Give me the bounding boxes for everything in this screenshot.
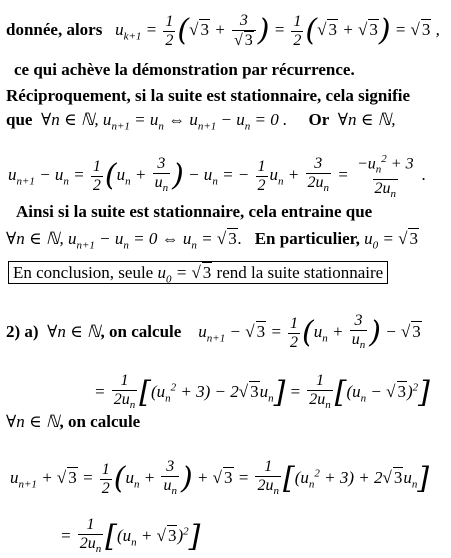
line-part2-c <box>6 412 140 432</box>
text: , on calcule <box>59 412 141 431</box>
line-7 <box>6 228 419 255</box>
math: $u_{n+1}$ − √ 3 = $\frac{1}{2}$ ($u_n$ + $\frac{3}{u_n}$ ) − √ 3 <box>198 322 422 341</box>
math: ∀n ∈ ℕ <box>47 322 101 341</box>
line-3: Réciproquement, si la suite est stationnaire, cela signifie <box>6 86 411 105</box>
text: En particulier, <box>254 229 360 248</box>
line-1 <box>6 12 440 50</box>
text: En conclusion, seule <box>13 263 154 282</box>
line-part2-d <box>10 458 429 500</box>
text: rend la suite stationnaire <box>216 263 384 282</box>
text: Or <box>308 110 330 129</box>
line-5 <box>8 150 426 203</box>
label: 2) a) <box>6 322 39 341</box>
math: ∀n ∈ ℕ, $u_{n+1} = u_n$ ⇔ $u_{n+1} - u_n = 0$ . <box>40 110 288 133</box>
line-4 <box>6 110 396 136</box>
conclusion-box <box>8 262 388 289</box>
line-2: ce qui achève la démonstration par récurrence. <box>14 60 355 79</box>
math: ∀n ∈ ℕ, $u_{n+1} - u_n = 0$ ⇔ $u_n$ = √ 3. <box>6 229 242 252</box>
math: $u_0$ = √ 3 <box>157 263 212 286</box>
math: $u_{n+1}$ + √ 3 = $\frac{1}{2}$ ($u_n$ + $\frac{3}{u_n}$ ) + √ 3 = $\frac{1}{2u_n}$ [$(u_n^2 + 3) + 2√$ $3u_n$] <box>10 468 429 487</box>
line-part2-a <box>6 312 422 354</box>
text: donnée, alors <box>6 19 103 39</box>
math: $u_{k+1}$ = $\frac{1}{2}$ (√ 3 + $\frac{3}{√ 3}$ ) = $\frac{1}{2}$ (√ 3 + √ 3) = √ 3 , <box>115 12 440 49</box>
math: $u_{n+1} - u_n$ = $\frac{1}{2}$ ($u_n$ + $\frac{3}{u_n}$ ) − $u_n$ = − $\frac{1}{2}$ $u_n$ + $\frac{3}{2u_n}$ = $\frac{-u_n^2 + 3}{2u_n}$ . <box>8 165 426 184</box>
text: , on calcule <box>100 322 182 341</box>
math: ∀n ∈ ℕ <box>6 412 60 431</box>
math: = $\frac{1}{2u_n}$ [($u_n$ + √ 3)$^2$] <box>60 526 200 545</box>
math: ∀n ∈ ℕ, <box>337 110 396 129</box>
line-6: Ainsi si la suite est stationnaire, cela entraine que <box>16 202 373 221</box>
line-part2-e <box>60 516 200 558</box>
line-part2-b <box>94 372 430 414</box>
text: que <box>6 110 33 129</box>
math: = $\frac{1}{2u_n}$ [$(u_n^2 + 3) - 2√$ $3u_n$] = $\frac{1}{2u_n}$ [($u_n$ − √ 3)$^2$] <box>94 382 430 401</box>
math: $u_0$ = √ 3 <box>364 229 418 252</box>
